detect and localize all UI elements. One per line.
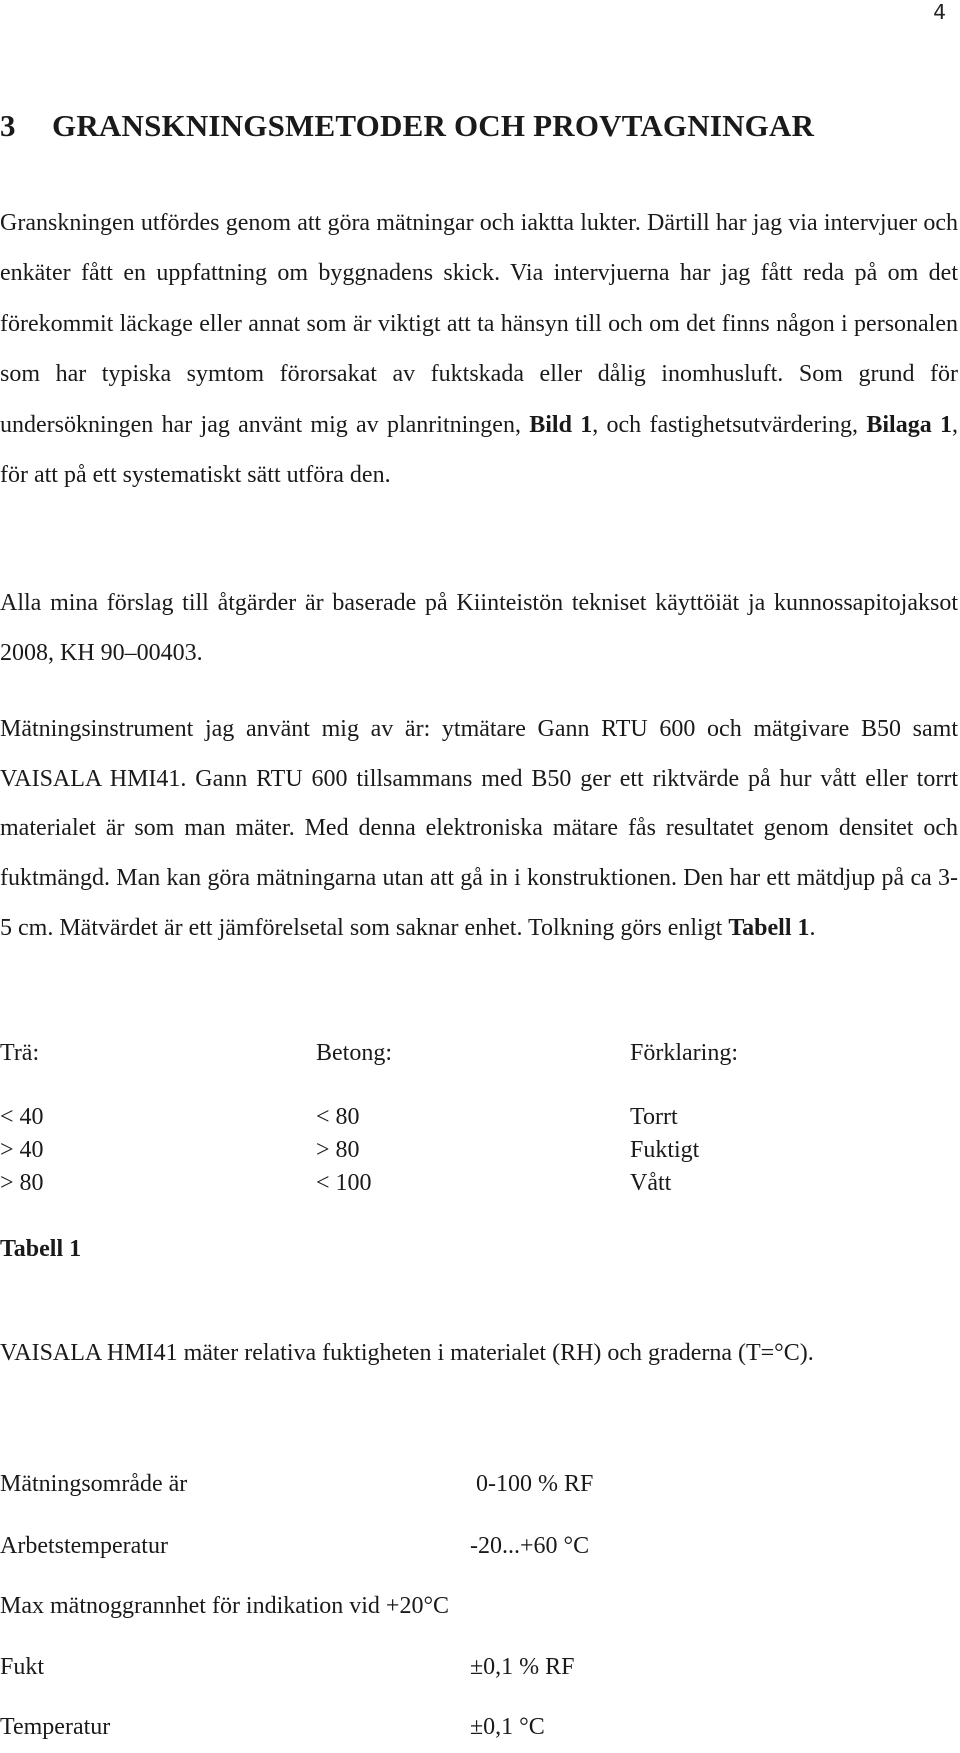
paragraph-method [0,198,958,500]
table-caption: Tabell 1 [0,1236,82,1262]
spec-row [0,1714,958,1746]
table-reference: Tabell 1 [728,914,810,941]
spec-label: Temperatur [0,1714,111,1740]
table-row [0,1101,958,1133]
table-cell: < 100 [316,1170,372,1196]
table-row [0,1167,958,1199]
spec-label: Fukt [0,1654,45,1680]
spec-value: -20...+60 °C [470,1533,590,1559]
table-cell: Fuktigt [630,1137,700,1163]
table-header-cell: Trä: [0,1040,40,1066]
spec-value: ±0,1 % RF [470,1654,575,1680]
table-header-row [0,1037,958,1069]
table-cell: < 40 [0,1104,44,1130]
paragraph-text: . [809,914,816,941]
table-cell: Torrt [630,1104,678,1130]
paragraph-text: , och fastighetsutvärdering, [592,411,867,438]
table-cell: < 80 [316,1104,360,1130]
spec-row [0,1654,958,1686]
spec-label: Mätningsområde är [0,1471,188,1497]
spec-row [0,1593,958,1625]
paragraph-text: , för att på ett systematiskt sätt utföra den. [0,411,958,489]
paragraph-text: Granskningen utfördes genom att göra mätningar och iaktta lukter. Därtill har jag via intervjuer och enkäter fått en uppfattning om byggnadens skick. Via intervjuerna har jag fått reda på om det förekommit läckage eller annat som är viktigt att ta hänsyn till och om det finns någon i personalen som har typiska symtom förorsakat av fuktskada eller dålig inomhusluft. Som grund för undersökningen har jag använt mig av planritningen, [0,210,958,438]
section-heading [0,108,814,144]
paragraph-instruments [0,705,958,954]
spec-row [0,1533,958,1565]
spec-row [0,1471,958,1503]
spec-label: Arbetstemperatur [0,1533,168,1559]
paragraph-text: Mätningsinstrument jag använt mig av är: ytmätare Gann RTU 600 och mätgivare B50 samt VAISALA HMI41. Gann RTU 600 tillsammans med B50 ger ett riktvärde på hur vått eller torrt materialet är som man mäter. Med denna elektroniska mätare fås resultatet genom densitet och fuktmängd. Man kan göra mätningarna utan att gå in i konstruktionen. Den har ett mätdjup på ca 3-5 cm. Mätvärdet är ett jämförelsetal som saknar enhet. Tolkning görs enligt [0,716,958,941]
spec-value: 0-100 % RF [470,1471,594,1497]
spec-label: Max mätnoggrannhet för indikation vid +20°C [0,1593,450,1619]
paragraph-vaisala: VAISALA HMI41 mäter relativa fuktigheten i materialet (RH) och graderna (T=°C). [0,1340,814,1366]
page-number: 4 [933,0,946,24]
section-number: 3 [0,108,16,143]
figure-reference: Bild 1 [529,411,593,438]
appendix-reference: Bilaga 1 [866,411,952,438]
table-header-cell: Förklaring: [630,1040,738,1066]
section-title: GRANSKNINGSMETODER OCH PROVTAGNINGAR [52,108,815,143]
table-cell: > 80 [0,1170,44,1196]
paragraph-sources: Alla mina förslag till åtgärder är baserade på Kiinteistön tekniset käyttöiät ja kunnossapitojaksot 2008, KH 90–00403. [0,590,958,666]
table-cell: > 80 [316,1137,360,1163]
table-cell: > 40 [0,1137,44,1163]
table-row [0,1134,958,1166]
table-cell: Vått [630,1170,672,1196]
table-header-cell: Betong: [316,1040,392,1066]
spec-value: ±0,1 °C [470,1714,545,1740]
